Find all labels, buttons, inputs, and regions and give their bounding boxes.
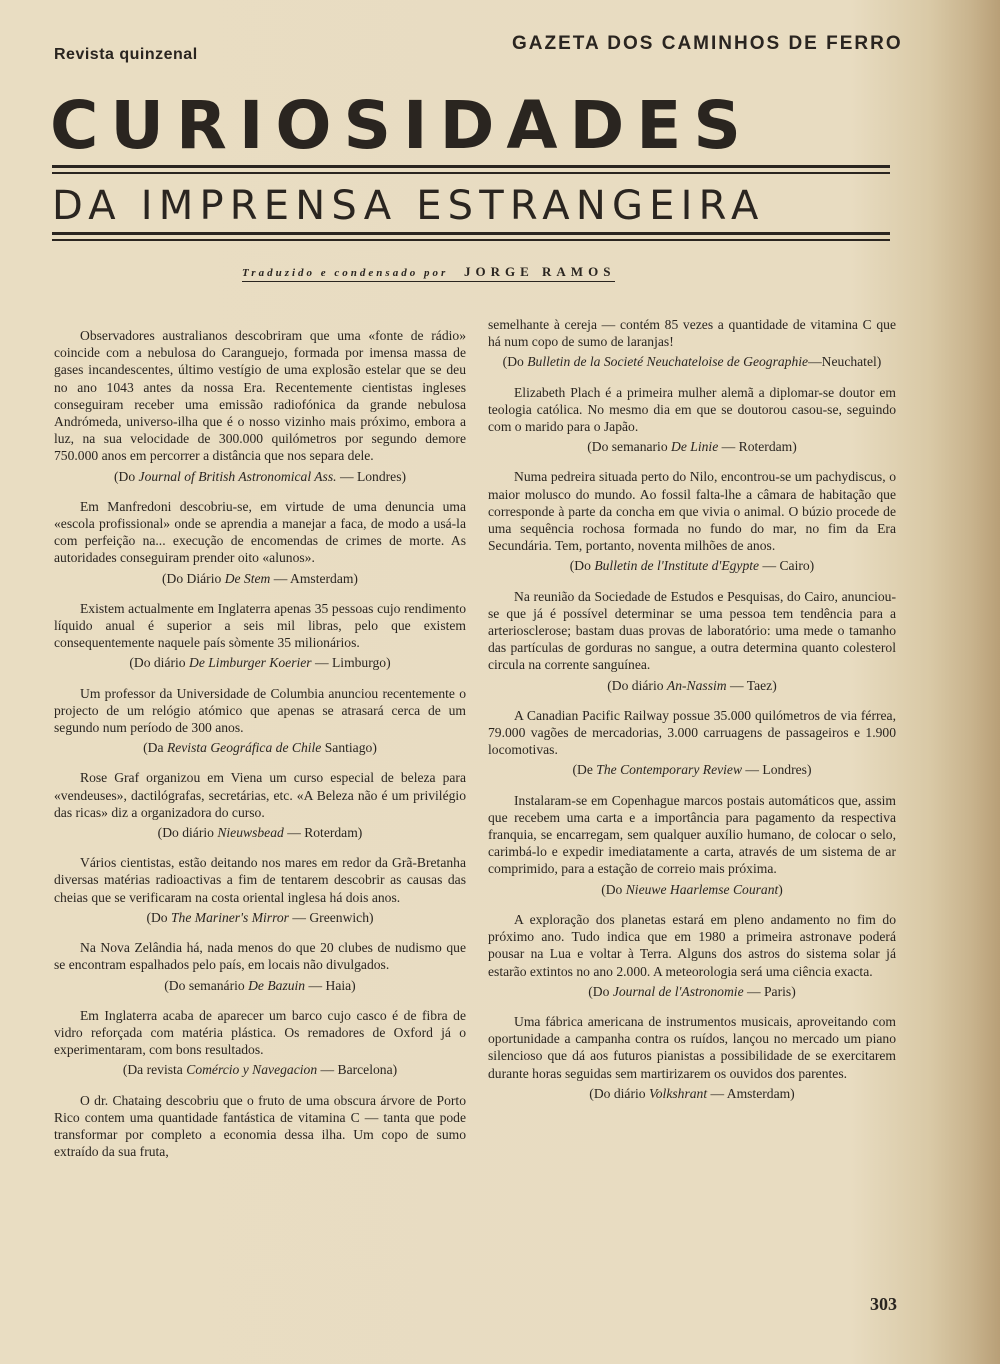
news-text: Na Nova Zelândia há, nada menos do que 20 clubes de nudismo que se encontram espalhados pelo país, em locais não divulgados. — [54, 940, 466, 973]
source-prefix: (Do — [601, 881, 626, 897]
source-prefix: (Do diário — [129, 655, 189, 671]
news-item — [488, 588, 896, 694]
publication-name: GAZETA DOS CAMINHOS DE FERRO — [512, 33, 903, 54]
title-rule-top — [52, 165, 890, 168]
source-city: — Taez) — [726, 677, 777, 693]
source-publication: Bulletin de l'Institute d'Egypte — [594, 558, 760, 574]
article-subtitle: DA IMPRENSA ESTRANGEIRA — [52, 183, 765, 229]
news-item — [488, 468, 896, 574]
news-item — [488, 316, 896, 371]
source-publication: De Stem — [224, 570, 271, 586]
source-publication: Bulletin de la Societé Neuchateloise de Geographie — [527, 354, 809, 370]
news-source — [54, 739, 466, 756]
news-item — [54, 854, 466, 926]
source-city: — Roterdam) — [718, 439, 797, 455]
news-text: Em Inglaterra acaba de aparecer um barco cujo casco é de fibra de vidro reforçada com matéria plástica. Os remadores de Oxford já o experimentaram, com bons resultados. — [54, 1007, 466, 1058]
source-publication: Revista Geográfica de Chile — [166, 740, 322, 756]
source-prefix: (Do — [588, 983, 613, 999]
source-city: — Haia) — [305, 977, 356, 993]
title-rule-bottom — [52, 172, 890, 174]
news-source — [54, 570, 466, 587]
byline — [242, 264, 615, 282]
subtitle-rule-top — [52, 232, 890, 235]
news-text: Em Manfredoni descobriu-se, em virtude de uma denuncia uma «escola profissional» onde se aprendia a manejar a faca, de modo a usá-la com perfeição na... execução de encomendas de crimes de morte. As autoridades conseguiram prender oito «alunos». — [54, 498, 466, 566]
news-source — [488, 1085, 896, 1102]
source-prefix: (Do — [146, 909, 171, 925]
news-source — [488, 761, 896, 778]
news-text: Um professor da Universidade de Columbia anunciou recentemente o projecto de um relógio atómico que apenas se atrasará cerca de um segundo num período de 300 anos. — [54, 685, 466, 736]
news-text: Instalaram-se em Copenhague marcos postais automáticos que, assim que recebem uma carta e a importância para pagamento da respectiva franquia, se encarregam, sem qualquer auxílio humano, de colocar o selo, carimbá-lo e expedir imediatamente a carta, através de um sistema de ar comprimido, para a estação de correio mais próxima. — [488, 792, 896, 877]
news-item — [54, 1092, 466, 1161]
source-prefix: (Do — [502, 354, 528, 370]
news-item — [54, 498, 466, 587]
source-city: — Amsterdam) — [707, 1085, 795, 1101]
source-city: —Neuchatel) — [808, 354, 882, 370]
news-text: Elizabeth Plach é a primeira mulher alemã a diplomar-se doutor em teologia católica. No mesmo dia em que se doutorou casou-se, seguindo com o marido para o Japão. — [488, 384, 896, 435]
source-prefix: (Do diário — [607, 677, 667, 693]
source-publication: Comércio y Navegacion — [186, 1062, 318, 1078]
news-text: O dr. Chataing descobriu que o fruto de uma obscura árvore de Porto Rico contem uma quantidade fantástica de vitamina C — tanta que pode transformar por completo a economia dessa ilha. Um copo de sumo extraído da sua fruta, — [54, 1092, 466, 1160]
source-publication: The Contemporary Review — [596, 762, 743, 778]
news-text: Rose Graf organizou em Viena um curso especial de beleza para «vendeuses», dactilógrafas, secretárias, etc. «A Beleza não é um privilégio das ricas» diz a organizadora do curso. — [54, 770, 466, 820]
news-item — [54, 1007, 466, 1079]
source-city: — Barcelona) — [317, 1062, 398, 1078]
source-publication: An-Nassim — [666, 677, 727, 693]
source-city: — Amsterdam) — [270, 570, 358, 586]
right-column — [488, 316, 896, 1115]
source-publication: Nieuwsbead — [217, 825, 284, 841]
news-item — [488, 911, 896, 1000]
article-title: CURIOSIDADES — [50, 87, 753, 164]
source-prefix: (De — [572, 762, 597, 778]
news-text: Vários cientistas, estão deitando nos mares em redor da Grã-Bretanha diversas matérias radioactivas a fim de tentarem descobrir as causas das cheias que se verificaram na costa oriental inglesa há dois anos. — [54, 855, 466, 905]
news-source — [54, 824, 466, 841]
byline-prefix: Traduzido e condensado por — [242, 267, 449, 279]
source-publication: Journal de l'Astronomie — [612, 983, 744, 999]
source-publication: Nieuwe Haarlemse Courant — [625, 881, 779, 897]
source-city: — Greenwich) — [288, 909, 374, 925]
left-column — [54, 327, 466, 1173]
source-prefix: (Do — [569, 558, 595, 574]
news-source — [488, 438, 896, 455]
news-item — [54, 685, 466, 757]
news-text-continued: semelhante à cereja — contém 85 vezes a quantidade de vitamina C que há num copo de sumo de laranjas! — [488, 317, 896, 350]
news-text: Na reunião da Sociedade de Estudos e Pesquisas, do Cairo, anunciou-se que já é possível determinar se uma pessoa tem tendência para a arteriosclerose; bastam duas provas de laboratório: uma mede o tamanho das partículas de gorduras no sangue, a outra determina quanto colesterol circula na corrente sanguínea. — [488, 588, 896, 673]
source-prefix: (Da — [143, 740, 167, 756]
source-city: — Roterdam) — [283, 825, 363, 841]
source-city: — Londres) — [742, 762, 812, 778]
news-source — [488, 353, 896, 370]
source-city: Santiago) — [321, 740, 377, 756]
news-text: A Canadian Pacific Railway possue 35.000 quilómetros de via férrea, 79.000 vagões de mercadorias, 3.000 carruagens de passageiros e 1.900 locomotivas. — [488, 707, 896, 758]
news-item — [54, 327, 466, 485]
periodicity-label: Revista quinzenal — [54, 46, 198, 63]
news-text: A exploração dos planetas estará em pleno andamento no fim do próximo ano. Tudo indica que em 1980 a primeira astronave poderá pousar na Lua e voltar à Terra. Alguns dos astros do sistema solar já estarão extintos no ano 2.000. A meteorologia será uma ciência exacta. — [488, 911, 896, 979]
source-city: ) — [778, 881, 783, 897]
source-city: — Cairo) — [759, 558, 815, 574]
news-item — [488, 1013, 896, 1102]
source-publication: De Bazuin — [248, 977, 306, 993]
subtitle-rule-bottom — [52, 239, 890, 241]
news-item — [488, 792, 896, 898]
source-prefix: (Do semanário — [164, 977, 249, 993]
news-source — [488, 677, 896, 694]
source-prefix: (Do — [113, 468, 139, 484]
source-prefix: (Do diário — [157, 825, 218, 841]
news-text: Existem actualmente em Inglaterra apenas 35 pessoas cujo rendimento líquido anual é superior a seis mil libras, pelo que existem consequentemente naquele país sòmente 35 milionários. — [54, 600, 466, 651]
source-publication: De Limburger Koerier — [189, 655, 312, 671]
source-publication: Volkshrant — [648, 1085, 708, 1101]
news-source — [54, 468, 466, 485]
news-text: Observadores australianos descobriram que uma «fonte de rádio» coincide com a nebulosa do Caranguejo, formada por imensa massa de gases incandescentes, último vestígio de uma explosão estelar que se deu no ano 1043 antes da nossa Era. Recentemente cientistas ingleses conseguiram receber uma emissão radiofónica da grande nebulosa Andrómeda, universo-ilha que é o nosso vizinho mais próximo, embora a luz, na sua velocidade de 300.000 quilómetros por segundo demore 750.000 anos em percorrer a distância que nos separa dele. — [54, 328, 466, 464]
source-prefix: (Da revista — [122, 1062, 187, 1078]
source-publication: Journal of British Astronomical Ass. — [138, 468, 337, 484]
news-source — [54, 909, 466, 926]
news-item — [488, 707, 896, 779]
source-prefix: (Do diário — [589, 1085, 649, 1101]
news-item — [54, 769, 466, 841]
news-text: Uma fábrica americana de instrumentos musicais, aproveitando com oportunidade a campanha contra os ruídos, lançou no mercado um piano silencioso que dá aos futuros pianistas a possibilidade de se exercitarem durante horas seguidas sem martirizarem os ouvidos dos parentes. — [488, 1013, 896, 1081]
news-source — [488, 557, 896, 574]
news-source — [54, 977, 466, 994]
news-source — [54, 654, 466, 671]
news-item — [54, 939, 466, 994]
source-prefix: (Do semanario — [587, 439, 672, 455]
source-publication: The Mariner's Mirror — [171, 909, 289, 925]
source-prefix: (Do Diário — [162, 570, 225, 586]
news-item — [54, 600, 466, 672]
source-city: — Londres) — [336, 468, 407, 484]
page-number: 303 — [870, 1294, 897, 1314]
source-city: — Paris) — [743, 983, 796, 999]
news-item — [488, 384, 896, 456]
news-text: Numa pedreira situada perto do Nilo, encontrou-se um pachydiscus, o maior molusco do mundo. Ao fossil falta-lhe a câmara de habitação que corresponde à parte da concha em que vivia o animal. O búzio procede de uma sequência rochosa formada no fundo do mar, no fim da Era Secundária. Tem, portanto, noventa milhões de anos. — [488, 469, 896, 554]
source-publication: De Linie — [671, 439, 719, 455]
source-city: — Limburgo) — [311, 655, 391, 671]
news-source — [488, 881, 896, 898]
news-source — [54, 1061, 466, 1078]
news-source — [488, 983, 896, 1000]
byline-author: JORGE RAMOS — [464, 264, 616, 279]
